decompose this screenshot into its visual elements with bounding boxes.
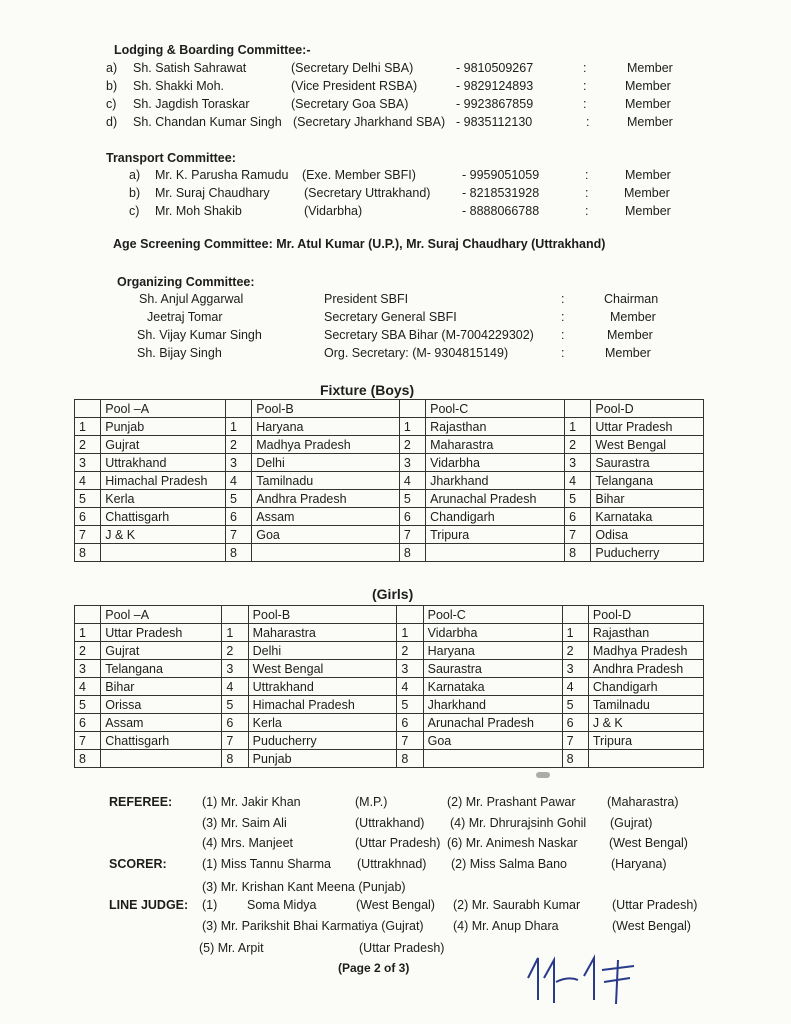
member-role: Member: [627, 115, 673, 129]
member-post: Secretary SBA Bihar (M-7004229302): [324, 328, 534, 342]
colon: :: [561, 310, 565, 324]
team-cell: Tripura: [426, 526, 565, 544]
row-number: 1: [399, 418, 425, 436]
row-number: 2: [222, 642, 248, 660]
member-name: Sh. Shakki Moh.: [133, 79, 225, 93]
row-number: 2: [75, 436, 101, 454]
team-cell: Chandigarh: [588, 678, 703, 696]
team-cell: Rajasthan: [588, 624, 703, 642]
official-state: (Uttrakhnad): [357, 857, 427, 871]
team-cell: Saurastra: [591, 454, 704, 472]
table-row: [75, 696, 704, 714]
team-cell: J & K: [101, 526, 226, 544]
team-cell: Uttrakhand: [101, 454, 226, 472]
team-cell: [101, 544, 226, 562]
colon: :: [585, 168, 589, 182]
team-cell: Puducherry: [248, 732, 397, 750]
team-cell: Telangana: [101, 660, 222, 678]
row-number: 4: [397, 678, 423, 696]
row-number: 3: [75, 660, 101, 678]
row-number: 6: [75, 508, 101, 526]
team-cell: Tamilnadu: [588, 696, 703, 714]
team-cell: [101, 750, 222, 768]
team-cell: Tripura: [588, 732, 703, 750]
team-cell: Puducherry: [591, 544, 704, 562]
team-cell: Karnataka: [423, 678, 562, 696]
row-number: 5: [75, 490, 101, 508]
team-cell: Jharkhand: [423, 696, 562, 714]
team-cell: Karnataka: [591, 508, 704, 526]
row-index: a): [129, 168, 141, 182]
team-cell: Vidarbha: [426, 454, 565, 472]
member-name: Mr. Suraj Chaudhary: [155, 186, 270, 200]
row-number: 5: [75, 696, 101, 714]
official-name: (2) Mr. Prashant Pawar: [447, 795, 576, 809]
row-number: 3: [562, 660, 588, 678]
colon: :: [561, 292, 565, 306]
official-state: (Uttrakhand): [355, 816, 425, 830]
member-name: Sh. Jagdish Toraskar: [133, 97, 250, 111]
team-cell: Odisa: [591, 526, 704, 544]
row-number: 1: [225, 418, 251, 436]
referee-label: REFEREE:: [109, 795, 173, 809]
boys-fixture-table: [74, 399, 704, 562]
row-number: 5: [399, 490, 425, 508]
member-role: Member: [605, 346, 651, 360]
table-row: [75, 544, 704, 562]
team-cell: [252, 544, 400, 562]
girls-fixture-table: [74, 605, 704, 768]
member-name: Sh. Satish Sahrawat: [133, 61, 247, 75]
row-number: 3: [565, 454, 591, 472]
team-cell: Uttrakhand: [248, 678, 397, 696]
row-index: d): [106, 115, 118, 129]
team-cell: [423, 750, 562, 768]
team-cell: J & K: [588, 714, 703, 732]
team-cell: Chandigarh: [426, 508, 565, 526]
official-state: (West Bengal): [609, 836, 688, 850]
member-phone: - 9829124893: [456, 79, 534, 93]
team-cell: Maharastra: [426, 436, 565, 454]
team-cell: Punjab: [101, 418, 226, 436]
pool-header: Pool –A: [101, 400, 226, 418]
team-cell: Telangana: [591, 472, 704, 490]
team-cell: Haryana: [423, 642, 562, 660]
team-cell: Uttar Pradesh: [591, 418, 704, 436]
row-number: 8: [75, 750, 101, 768]
team-cell: [588, 750, 703, 768]
row-number: 1: [75, 624, 101, 642]
team-cell: Assam: [252, 508, 400, 526]
team-cell: Chattisgarh: [101, 732, 222, 750]
row-number: 2: [562, 642, 588, 660]
member-phone: - 9835112130: [456, 115, 533, 129]
team-cell: Himachal Pradesh: [248, 696, 397, 714]
member-name: Sh. Chandan Kumar Singh: [133, 115, 282, 129]
member-post: President SBFI: [324, 292, 409, 306]
team-cell: Andhra Pradesh: [588, 660, 703, 678]
member-name: Sh. Bijay Singh: [137, 346, 222, 360]
row-index: b): [129, 186, 141, 200]
row-number: 4: [399, 472, 425, 490]
member-post: (Secretary Goa SBA): [291, 97, 409, 111]
member-post: Org. Secretary: (M- 9304815149): [324, 346, 509, 360]
table-row: [75, 750, 704, 768]
member-name: Sh. Vijay Kumar Singh: [137, 328, 262, 342]
row-number: 7: [75, 732, 101, 750]
row-number: 2: [399, 436, 425, 454]
ink-smudge: [536, 772, 550, 778]
team-cell: Himachal Pradesh: [101, 472, 226, 490]
row-number: 7: [565, 526, 591, 544]
row-number: 5: [565, 490, 591, 508]
table-row: [75, 508, 704, 526]
team-cell: West Bengal: [591, 436, 704, 454]
team-cell: Delhi: [248, 642, 397, 660]
member-post: (Secretary Uttrakhand): [304, 186, 431, 200]
row-number: 2: [225, 436, 251, 454]
team-cell: Bihar: [591, 490, 704, 508]
official-name: (3) Mr. Krishan Kant Meena (Punjab): [202, 880, 406, 894]
row-number: 5: [225, 490, 251, 508]
pool-header: Pool-B: [248, 606, 397, 624]
row-number: 1: [75, 418, 101, 436]
official-state: (M.P.): [355, 795, 388, 809]
table-row: [75, 418, 704, 436]
colon: :: [561, 328, 565, 342]
row-number: 8: [562, 750, 588, 768]
row-number: 7: [399, 526, 425, 544]
team-cell: Saurastra: [423, 660, 562, 678]
member-role: Member: [625, 204, 671, 218]
member-name: Sh. Anjul Aggarwal: [139, 292, 244, 306]
member-role: Member: [624, 186, 670, 200]
row-number: 7: [562, 732, 588, 750]
member-phone: - 8888066788: [462, 204, 540, 218]
team-cell: Kerla: [248, 714, 397, 732]
team-cell: Delhi: [252, 454, 400, 472]
member-role: Chairman: [604, 292, 659, 306]
table-row: [75, 642, 704, 660]
row-number: 6: [225, 508, 251, 526]
official-state: (Uttar Pradesh): [359, 941, 445, 955]
table-row: [75, 454, 704, 472]
team-cell: Rajasthan: [426, 418, 565, 436]
member-role: Member: [627, 61, 673, 75]
team-cell: Chattisgarh: [101, 508, 226, 526]
row-number: 4: [565, 472, 591, 490]
official-name: (3) Mr. Saim Ali: [202, 816, 287, 830]
team-cell: Jharkhand: [426, 472, 565, 490]
index-header-cell: [565, 400, 591, 418]
member-role: Member: [625, 97, 671, 111]
team-cell: Arunachal Pradesh: [423, 714, 562, 732]
row-number: 8: [399, 544, 425, 562]
table-header-row: [75, 606, 704, 624]
row-index: c): [106, 97, 117, 111]
row-number: 2: [75, 642, 101, 660]
table-row: [75, 526, 704, 544]
member-role: Member: [607, 328, 653, 342]
colon: :: [583, 97, 587, 111]
row-number: 8: [565, 544, 591, 562]
row-number: 3: [225, 454, 251, 472]
team-cell: Madhya Pradesh: [588, 642, 703, 660]
table-row: [75, 678, 704, 696]
row-number: 1: [565, 418, 591, 436]
transport-committee-title: Transport Committee:: [106, 151, 236, 165]
team-cell: West Bengal: [248, 660, 397, 678]
team-cell: Orissa: [101, 696, 222, 714]
pool-header: Pool-C: [423, 606, 562, 624]
team-cell: Vidarbha: [423, 624, 562, 642]
table-row: [75, 732, 704, 750]
colon: :: [583, 61, 587, 75]
row-index: a): [106, 61, 118, 75]
official-name: (4) Mr. Anup Dhara: [453, 919, 559, 933]
row-number: 5: [222, 696, 248, 714]
colon: :: [585, 186, 589, 200]
team-cell: Punjab: [248, 750, 397, 768]
row-number: 7: [75, 526, 101, 544]
row-number: 5: [397, 696, 423, 714]
colon: :: [586, 115, 590, 129]
team-cell: Maharastra: [248, 624, 397, 642]
official-state: (Uttar Pradesh): [612, 898, 698, 912]
team-cell: [426, 544, 565, 562]
official-name: (1) Mr. Jakir Khan: [202, 795, 301, 809]
member-role: Member: [625, 168, 671, 182]
row-number: 8: [222, 750, 248, 768]
row-number: 5: [562, 696, 588, 714]
row-number: 6: [397, 714, 423, 732]
scorer-label: SCORER:: [109, 857, 167, 871]
row-number: 6: [562, 714, 588, 732]
member-phone: - 8218531928: [462, 186, 540, 200]
table-row: [75, 624, 704, 642]
girls-fixture-title: (Girls): [372, 586, 414, 602]
row-number: 1: [562, 624, 588, 642]
row-number: 1: [397, 624, 423, 642]
table-row: [75, 660, 704, 678]
line-judge-label: LINE JUDGE:: [109, 898, 189, 912]
official-state: (Haryana): [611, 857, 667, 871]
table-header-row: [75, 400, 704, 418]
index-header-cell: [225, 400, 251, 418]
pool-header: Pool –A: [101, 606, 222, 624]
official-state: (West Bengal): [356, 898, 435, 912]
official-name: (4) Mrs. Manjeet: [202, 836, 293, 850]
row-number: 3: [399, 454, 425, 472]
lodging-committee-title: Lodging & Boarding Committee:-: [114, 43, 311, 57]
row-number: 8: [397, 750, 423, 768]
row-number: 2: [397, 642, 423, 660]
row-number: 4: [75, 678, 101, 696]
row-index: c): [129, 204, 140, 218]
team-cell: Gujrat: [101, 436, 226, 454]
member-post: (Vice President RSBA): [291, 79, 418, 93]
row-number: 7: [397, 732, 423, 750]
member-role: Member: [625, 79, 671, 93]
official-name: (6) Mr. Animesh Naskar: [447, 836, 578, 850]
member-post: (Vidarbha): [304, 204, 363, 218]
official-name: (3) Mr. Parikshit Bhai Karmatiya (Gujrat): [202, 919, 424, 933]
official-name: Soma Midya: [247, 898, 317, 912]
page-number: (Page 2 of 3): [338, 961, 410, 975]
row-number: 3: [397, 660, 423, 678]
row-number: 6: [399, 508, 425, 526]
pool-header: Pool-D: [588, 606, 703, 624]
boys-fixture-title: Fixture (Boys): [320, 382, 415, 398]
team-cell: Kerla: [101, 490, 226, 508]
row-number: 3: [75, 454, 101, 472]
member-post: (Exe. Member SBFI): [302, 168, 416, 182]
row-number: 6: [565, 508, 591, 526]
row-number: 7: [225, 526, 251, 544]
member-phone: - 9959051059: [462, 168, 540, 182]
team-cell: Andhra Pradesh: [252, 490, 400, 508]
team-cell: Gujrat: [101, 642, 222, 660]
official-index: (1): [202, 898, 218, 912]
row-number: 8: [225, 544, 251, 562]
member-name: Mr. Moh Shakib: [155, 204, 242, 218]
member-phone: - 9923867859: [456, 97, 534, 111]
official-name: (1) Miss Tannu Sharma: [202, 857, 331, 871]
organizing-committee-title: Organizing Committee:: [117, 275, 255, 289]
team-cell: Assam: [101, 714, 222, 732]
index-header-cell: [399, 400, 425, 418]
official-state: (Uttar Pradesh): [355, 836, 441, 850]
handwritten-signature: [524, 948, 654, 1008]
table-row: [75, 436, 704, 454]
pool-header: Pool-C: [426, 400, 565, 418]
member-post: (Secretary Delhi SBA): [291, 61, 414, 75]
official-state: (Maharastra): [607, 795, 679, 809]
team-cell: Madhya Pradesh: [252, 436, 400, 454]
pool-header: Pool-D: [591, 400, 704, 418]
team-cell: Goa: [252, 526, 400, 544]
age-screening-committee: Age Screening Committee: Mr. Atul Kumar (U.P.), Mr. Suraj Chaudhary (Uttrakhand): [113, 237, 606, 251]
row-number: 8: [75, 544, 101, 562]
team-cell: Haryana: [252, 418, 400, 436]
official-name: (5) Mr. Arpit: [199, 941, 264, 955]
member-name: Mr. K. Parusha Ramudu: [155, 168, 289, 182]
team-cell: Goa: [423, 732, 562, 750]
colon: :: [585, 204, 589, 218]
member-name: Jeetraj Tomar: [147, 310, 223, 324]
row-number: 2: [565, 436, 591, 454]
official-name: (4) Mr. Dhrurajsinh Gohil: [450, 816, 587, 830]
row-number: 4: [562, 678, 588, 696]
colon: :: [561, 346, 565, 360]
index-header-cell: [75, 606, 101, 624]
member-role: Member: [610, 310, 656, 324]
member-post: Secretary General SBFI: [324, 310, 457, 324]
row-number: 3: [222, 660, 248, 678]
official-name: (2) Mr. Saurabh Kumar: [453, 898, 581, 912]
table-row: [75, 490, 704, 508]
index-header-cell: [222, 606, 248, 624]
row-number: 6: [222, 714, 248, 732]
row-number: 6: [75, 714, 101, 732]
official-name: (2) Miss Salma Bano: [451, 857, 568, 871]
team-cell: Uttar Pradesh: [101, 624, 222, 642]
team-cell: Bihar: [101, 678, 222, 696]
member-phone: - 9810509267: [456, 61, 534, 75]
table-row: [75, 472, 704, 490]
row-number: 7: [222, 732, 248, 750]
official-state: (Gujrat): [610, 816, 653, 830]
row-index: b): [106, 79, 118, 93]
index-header-cell: [75, 400, 101, 418]
table-row: [75, 714, 704, 732]
index-header-cell: [562, 606, 588, 624]
row-number: 4: [225, 472, 251, 490]
row-number: 1: [222, 624, 248, 642]
team-cell: Arunachal Pradesh: [426, 490, 565, 508]
member-post: (Secretary Jharkhand SBA): [293, 115, 446, 129]
official-state: (West Bengal): [612, 919, 691, 933]
index-header-cell: [397, 606, 423, 624]
row-number: 4: [222, 678, 248, 696]
pool-header: Pool-B: [252, 400, 400, 418]
colon: :: [583, 79, 587, 93]
team-cell: Tamilnadu: [252, 472, 400, 490]
row-number: 4: [75, 472, 101, 490]
